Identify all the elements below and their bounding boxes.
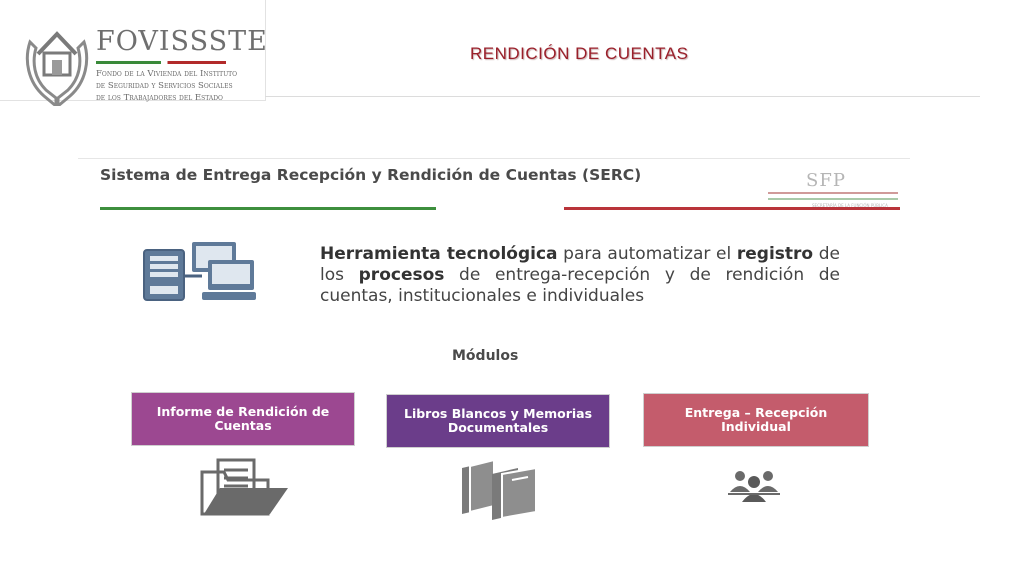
module-label: Informe de Rendición de Cuentas — [156, 404, 330, 433]
description-text-part: para automatizar el — [557, 244, 737, 264]
sfp-logo-text: SFP — [806, 170, 846, 191]
green-rule — [100, 207, 436, 210]
logo-subtitle-line: de los Trabajadores del Estado — [96, 93, 223, 103]
logo-subtitle-line: Fondo de la Vivienda del Instituto — [96, 69, 238, 79]
logo-subtitle-line: de Seguridad y Servicios Sociales — [96, 81, 233, 91]
slide-title: Sistema de Entrega Recepción y Rendición de Cuentas (SERC) — [100, 166, 642, 184]
description-bold: registro — [736, 244, 814, 264]
page-title: RENDICIÓN DE CUENTAS — [470, 44, 689, 63]
sfp-subtitle: SECRETARÍA DE LA FUNCIÓN PÚBLICA — [812, 203, 888, 208]
serc-slide-image — [78, 158, 910, 528]
logo-color-rule — [96, 61, 226, 64]
logo-name: FOVISSSTE — [96, 26, 268, 57]
slide-top-divider — [78, 158, 910, 159]
header-divider — [265, 96, 980, 97]
module-label: Entrega – Recepción Individual — [684, 405, 828, 434]
module-label: Libros Blancos y Memorias Documentales — [403, 406, 593, 435]
computer-server-icon — [140, 240, 258, 302]
sfp-red-line — [768, 192, 898, 194]
module-informe-rendicion — [131, 392, 355, 446]
logo-area — [0, 0, 266, 101]
books-icon — [458, 458, 542, 520]
fovissste-hands-house-icon — [22, 20, 92, 106]
sfp-green-line — [768, 198, 898, 200]
logo-subtitle — [96, 68, 266, 104]
folder-documents-icon — [198, 458, 290, 516]
modules-heading: Módulos — [452, 348, 519, 364]
module-entrega-recepcion — [643, 393, 869, 447]
description-text — [320, 244, 840, 307]
description-bold: Herramienta tecnológica — [320, 244, 558, 264]
sfp-logo — [768, 170, 898, 208]
people-group-icon — [728, 468, 780, 504]
description-bold: procesos — [358, 265, 445, 285]
description-text-part: de los — [320, 244, 840, 285]
module-libros-blancos — [386, 394, 610, 448]
description-text-part: de entrega-recepción y de rendición de cuentas, institucionales e individuales — [320, 265, 840, 306]
